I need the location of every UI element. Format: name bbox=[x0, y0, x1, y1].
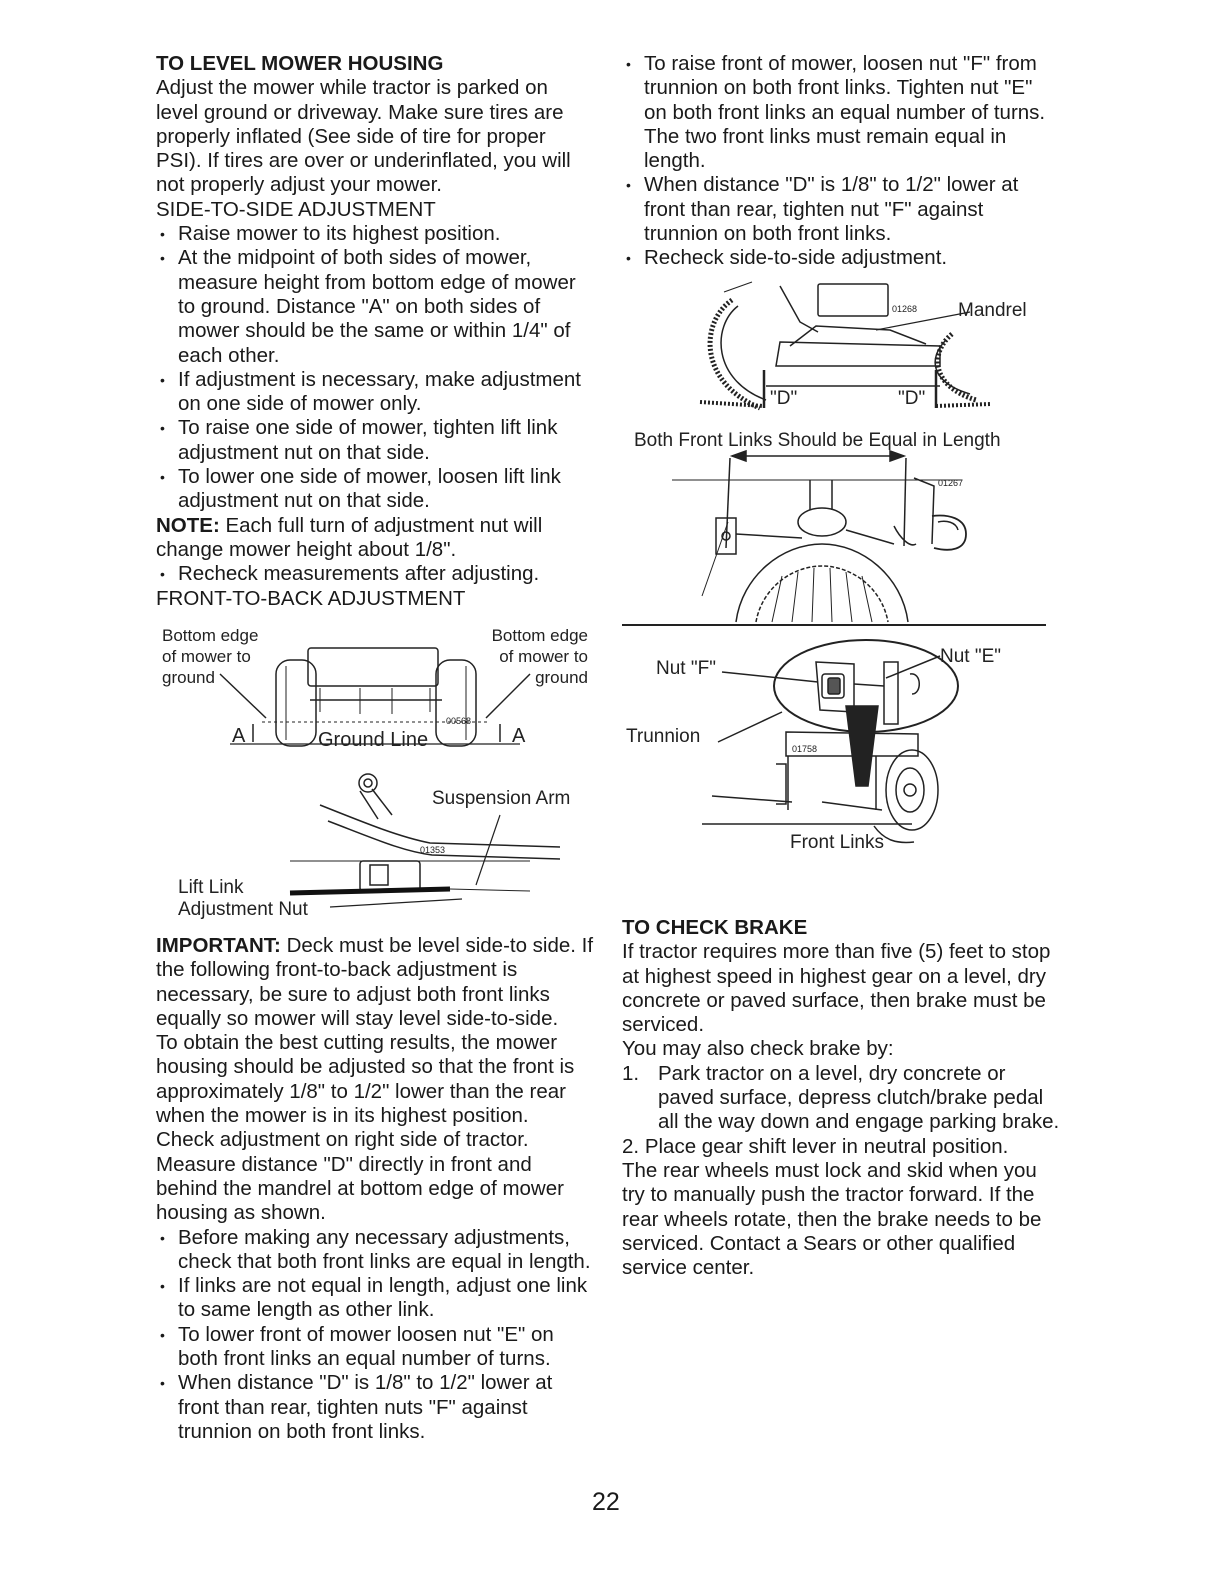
left-column bbox=[156, 52, 594, 611]
adjustment-nut-label: Adjustment Nut bbox=[178, 899, 308, 920]
step-number: 1. bbox=[622, 1061, 640, 1085]
brake-section bbox=[622, 916, 1060, 1280]
bullet-item: • To raise one side of mower, tighten lift link adjustment nut on that side. bbox=[156, 416, 594, 465]
note bbox=[156, 514, 594, 563]
step-number: 2. bbox=[622, 1134, 640, 1158]
page-number: 22 bbox=[592, 1488, 620, 1516]
step-text: Place gear shift lever in neutral position. bbox=[644, 1134, 1009, 1158]
bottom-edge-right-2: of mower to bbox=[499, 647, 588, 666]
right-column bbox=[622, 52, 1060, 271]
lift-link-label: Lift Link bbox=[178, 877, 244, 898]
right-wheel bbox=[436, 660, 476, 746]
bottom-edge-left-2: of mower to bbox=[162, 647, 251, 666]
side-heading: SIDE-TO-SIDE ADJUSTMENT bbox=[156, 197, 436, 221]
step-text: Park tractor on a level, dry concrete or paved surface, depress clutch/brake pedal all the way down and engage parking brake. bbox=[658, 1061, 1060, 1134]
front-links-illustration bbox=[632, 426, 1048, 624]
bullet-item: • Before making any necessary adjustments, check that both front links are equal in length. bbox=[156, 1226, 594, 1275]
important-label: IMPORTANT: bbox=[156, 934, 281, 957]
trunnion-label: Trunnion bbox=[626, 726, 701, 747]
front-links-caption: Both Front Links Should be Equal in Length bbox=[634, 430, 1001, 451]
bullet-item: • At the midpoint of both sides of mower, measure height from bottom edge of mower to ground. Distance "A" on both sides of mower should be the same or within 1/4" of each other. bbox=[156, 246, 594, 367]
front-heading: FRONT-TO-BACK ADJUSTMENT bbox=[156, 586, 466, 610]
distance-d-right: "D" bbox=[898, 388, 926, 409]
bottom-edge-left-3: ground bbox=[162, 668, 215, 687]
figure-divider bbox=[622, 624, 1046, 626]
brake-also: You may also check brake by: bbox=[622, 1037, 894, 1061]
brake-steps bbox=[622, 1062, 1060, 1159]
mandrel-illustration bbox=[640, 282, 1050, 422]
ground-part-number: 00568 bbox=[446, 716, 472, 726]
brake-heading: TO CHECK BRAKE bbox=[622, 916, 808, 939]
bullet-item: • When distance "D" is 1/8" to 1/2" lower at front than rear, tighten nuts "F" against trunnion on both front links. bbox=[156, 1371, 594, 1444]
bullet-item: • To lower front of mower loosen nut "E" on both front links an equal number of turns. bbox=[156, 1323, 594, 1372]
bullet-item: • Raise mower to its highest position. bbox=[156, 222, 594, 246]
right-pointer bbox=[486, 674, 530, 718]
note-text: Each full turn of adjustment nut will change mower height about 1/8". bbox=[156, 513, 543, 561]
distance-a-right: A bbox=[512, 725, 526, 747]
bullet-item: • Recheck measurements after adjusting. bbox=[156, 562, 594, 586]
nut-trunnion-figure bbox=[622, 634, 1042, 858]
front-links-label: Front Links bbox=[790, 832, 884, 853]
bottom-edge-right-1: Bottom edge bbox=[491, 626, 588, 645]
bullet-item: • If adjustment is necessary, make adjustment on one side of mower only. bbox=[156, 368, 594, 417]
left-pointer bbox=[220, 674, 266, 718]
note-label: NOTE: bbox=[156, 513, 220, 537]
raise-bullets bbox=[622, 52, 1060, 271]
level-heading: TO LEVEL MOWER HOUSING bbox=[156, 52, 444, 75]
brake-closing: The rear wheels must lock and skid when you try to manually push the tractor forward. If the rear wheels rotate, then the brake needs to be serviced. Contact a Sears or other qualified service center. bbox=[622, 1158, 1042, 1280]
nut-e-label: Nut "E" bbox=[940, 646, 1002, 667]
ground-line-label: Ground Line bbox=[318, 729, 429, 751]
suspension-part-number: 01353 bbox=[420, 845, 446, 855]
links-part-number: 01267 bbox=[938, 478, 964, 488]
bullet-item: • If links are not equal in length, adjust one link to same length as other link. bbox=[156, 1274, 594, 1323]
bottom-edge-right-3: ground bbox=[535, 668, 588, 687]
nut-trunnion-illustration bbox=[622, 634, 1042, 858]
nut-part-number: 01758 bbox=[792, 744, 818, 754]
front-links-figure bbox=[632, 426, 1048, 624]
distance-a-left: A bbox=[232, 725, 246, 747]
bottom-edge-left-1: Bottom edge bbox=[162, 626, 259, 645]
front-bullets bbox=[156, 1226, 594, 1445]
recheck-bullets bbox=[156, 562, 594, 586]
bullet-item: • When distance "D" is 1/8" to 1/2" lower at front than rear, tighten nut "F" against trunnion on both front links. bbox=[622, 173, 1060, 246]
suspension-arm-figure bbox=[170, 765, 600, 920]
ground-line-illustration bbox=[160, 622, 600, 754]
suspension-arm-illustration bbox=[170, 765, 600, 920]
left-wheel bbox=[276, 660, 316, 746]
deck-body bbox=[308, 648, 438, 686]
brake-intro: If tractor requires more than five (5) feet to stop at highest speed in highest gear on a level, dry concrete or paved surface, then brake must be serviced. bbox=[622, 940, 1051, 1037]
mandrel-figure bbox=[640, 282, 1050, 422]
left-column-lower bbox=[156, 934, 594, 1444]
bullet-item: • To lower one side of mower, loosen lift link adjustment nut on that side. bbox=[156, 465, 594, 514]
nut-f-label: Nut "F" bbox=[656, 658, 716, 679]
important-text: Deck must be level side-to side. If the following front-to-back adjustment is necessary, be sure to adjust both front links equally so mower will stay level side-to-side. bbox=[156, 934, 594, 1030]
distance-d-left: "D" bbox=[770, 388, 798, 409]
mandrel-part-number: 01268 bbox=[892, 304, 918, 314]
ground-line-figure bbox=[160, 622, 600, 754]
check-paragraph: Check adjustment on right side of tractor. Measure distance "D" directly in front and behind the mandrel at bottom edge of mower housing as shown. bbox=[156, 1128, 564, 1225]
suspension-arm-label: Suspension Arm bbox=[432, 788, 571, 809]
level-intro: Adjust the mower while tractor is parked on level ground or driveway. Make sure tires are properly inflated (See side of tire for proper PSI). If tires are over or underinflated, you will not properly adjust your mower. bbox=[156, 76, 571, 197]
mandrel-label: Mandrel bbox=[958, 300, 1027, 321]
obtain-paragraph: To obtain the best cutting results, the mower housing should be adjusted so that the front is approximately 1/8" to 1/2" lower than the rear when the mower is in its highest position. bbox=[156, 1031, 575, 1128]
important-paragraph bbox=[156, 934, 594, 1031]
bullet-item: • Recheck side-to-side adjustment. bbox=[622, 246, 1060, 270]
bullet-item: • To raise front of mower, loosen nut "F" from trunnion on both front links. Tighten nut "E" on both front links an equal number of turns. The two front links must remain equal in length. bbox=[622, 52, 1060, 173]
brake-step bbox=[622, 1062, 1060, 1135]
brake-step bbox=[622, 1135, 1060, 1159]
side-bullets bbox=[156, 222, 594, 514]
